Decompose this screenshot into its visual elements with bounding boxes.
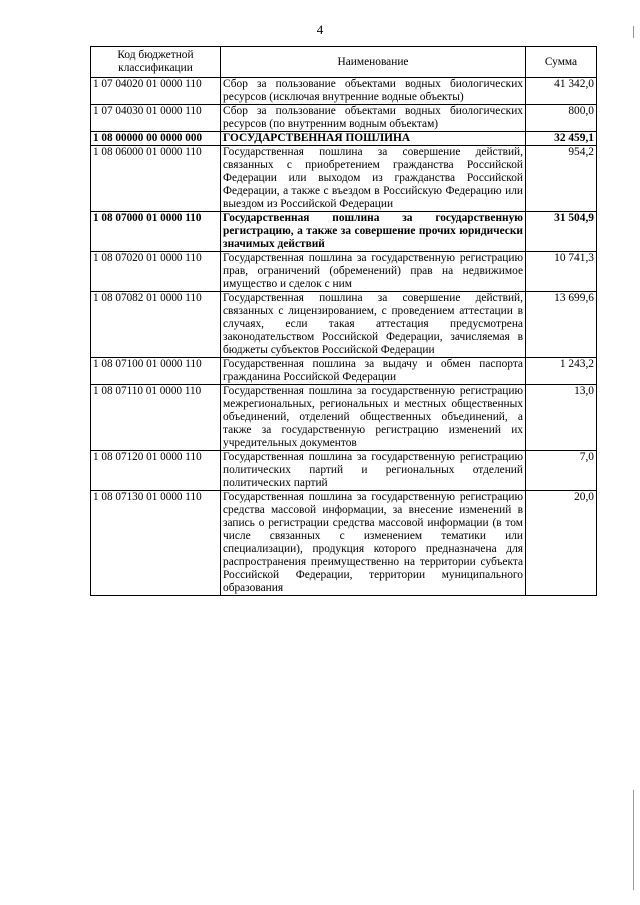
row-name: Государственная пошлина за государственную регистрацию межрегиональных, региональных и местных общественных объединений, отделений общественных объединений, а также за государственную регистрацию изменений их учредительных документов [221,385,526,451]
row-sum: 32 459,1 [526,132,597,146]
row-name: Государственная пошлина за совершение действий, связанных с приобретением гражданства Российской Федерации или выходом из гражданства Российской Федерации, а также с въездом в Российскую Федерацию или выездом из Российской Федерации [221,146,526,212]
table-row [91,212,597,252]
row-sum: 1 243,2 [526,358,597,385]
row-code: 1 08 07000 01 0000 110 [91,212,221,252]
table-row [91,146,597,212]
page-number: 4 [316,22,324,37]
row-sum: 13,0 [526,385,597,451]
row-sum: 954,2 [526,146,597,212]
row-code: 1 07 04030 01 0000 110 [91,105,221,132]
table-row [91,385,597,451]
row-name: Государственная пошлина за государственную регистрацию, а также за совершение прочих юридически значимых действий [221,212,526,252]
table-row [91,105,597,132]
header-code: Код бюджетной классификации [91,47,221,78]
row-code: 1 08 06000 01 0000 110 [91,146,221,212]
table-row [91,491,597,596]
table-row [91,451,597,491]
row-code: 1 08 07082 01 0000 110 [91,292,221,358]
row-name: Государственная пошлина за совершение действий, связанных с лицензированием, с проведением аттестации в случаях, если такая аттестация предусмотрена законодательством Российской Федерации, зачисляемая в бюджеты субъектов Российской Федерации [221,292,526,358]
row-code: 1 08 07100 01 0000 110 [91,358,221,385]
row-sum: 20,0 [526,491,597,596]
row-code: 1 08 07130 01 0000 110 [91,491,221,596]
row-name: Сбор за пользование объектами водных биологических ресурсов (по внутренним водным объектам) [221,105,526,132]
table-header-row [91,47,597,78]
table-row [91,132,597,146]
row-name: Государственная пошлина за государственную регистрацию политических партий и региональных отделений политических партий [221,451,526,491]
table-body [91,78,597,596]
row-name: Государственная пошлина за государственную регистрацию прав, ограничений (обременений) прав на недвижимое имущество и сделок с ним [221,252,526,292]
row-name: Государственная пошлина за выдачу и обмен паспорта гражданина Российской Федерации [221,358,526,385]
row-name: ГОСУДАРСТВЕННАЯ ПОШЛИНА [221,132,526,146]
scan-edge-mark [633,26,634,38]
header-name: Наименование [221,47,526,78]
scan-edge-mark [633,790,634,890]
row-name: Сбор за пользование объектами водных биологических ресурсов (исключая внутренние водные объекты) [221,78,526,105]
row-sum: 31 504,9 [526,212,597,252]
table-row [91,252,597,292]
table-row [91,292,597,358]
row-sum: 13 699,6 [526,292,597,358]
row-sum: 800,0 [526,105,597,132]
row-sum: 41 342,0 [526,78,597,105]
row-sum: 7,0 [526,451,597,491]
row-code: 1 08 00000 00 0000 000 [91,132,221,146]
row-code: 1 08 07020 01 0000 110 [91,252,221,292]
budget-revenue-table [90,46,597,596]
table-row [91,358,597,385]
row-code: 1 07 04020 01 0000 110 [91,78,221,105]
header-sum: Сумма [526,47,597,78]
row-code: 1 08 07110 01 0000 110 [91,385,221,451]
table-row [91,78,597,105]
row-code: 1 08 07120 01 0000 110 [91,451,221,491]
row-sum: 10 741,3 [526,252,597,292]
row-name: Государственная пошлина за государственную регистрацию средства массовой информации, за внесение изменений в запись о регистрации средства массовой информации (в том числе связанных с изменением тематики или специализации), продукция которого предназначена для распространения преимущественно на территории субъекта Российской Федерации, территории муниципального образования [221,491,526,596]
